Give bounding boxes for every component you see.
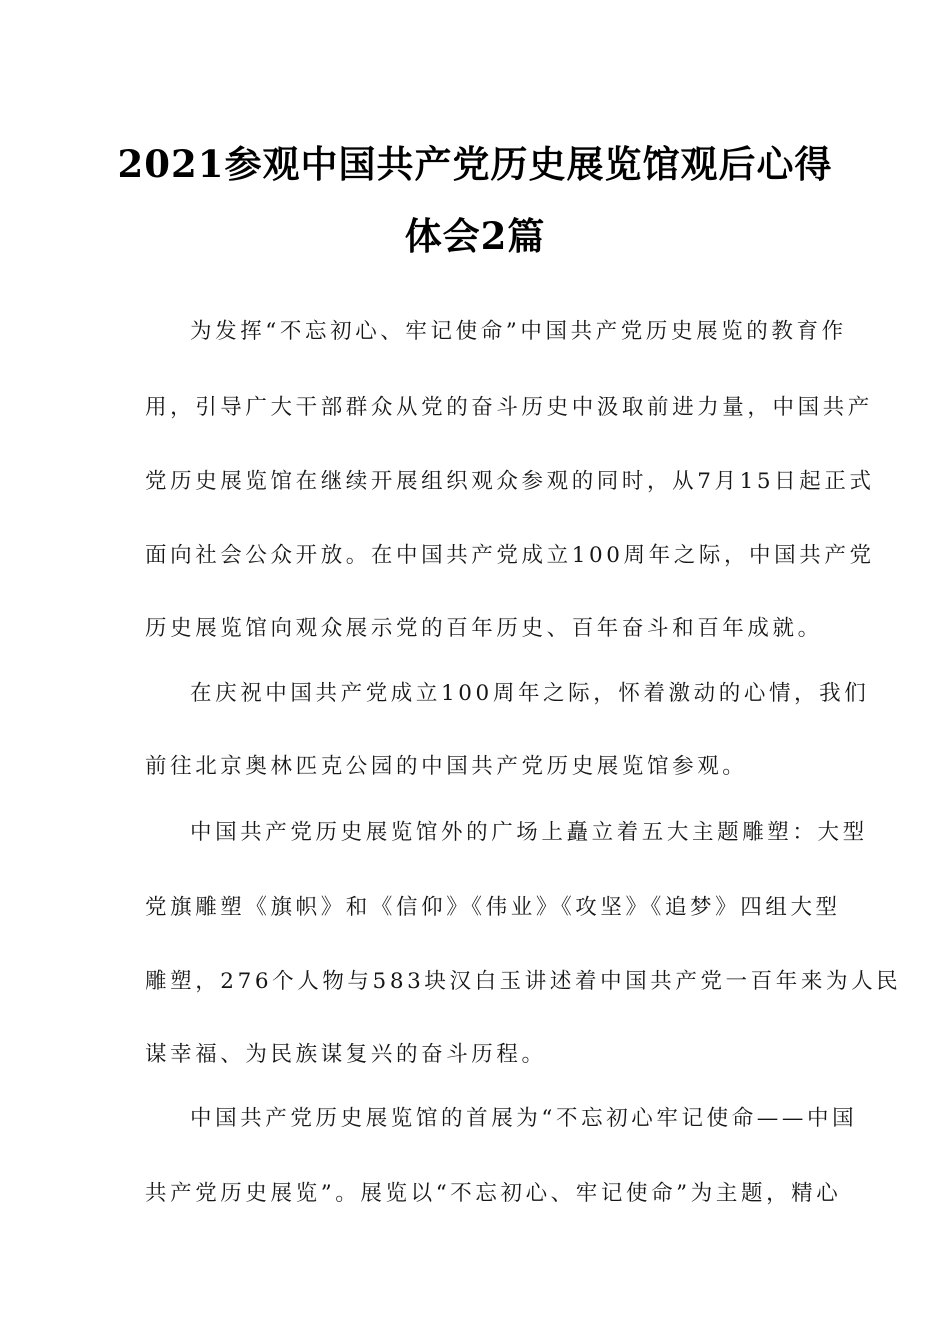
paragraph-1-line-4: 面向社会公众开放。在中国共产党成立100周年之际，中国共产党 <box>145 543 875 568</box>
document-title-line-2: 体会2篇 <box>404 214 546 258</box>
paragraph-2-line-1: 在庆祝中国共产党成立100周年之际，怀着激动的心情，我们 <box>190 681 870 706</box>
paragraph-3-line-4: 谋幸福、为民族谋复兴的奋斗历程。 <box>145 1042 547 1067</box>
paragraph-4-line-2: 共产党历史展览”。展览以“不忘初心、牢记使命”为主题，精心 <box>145 1181 842 1206</box>
paragraph-3-line-1: 中国共产党历史展览馆外的广场上矗立着五大主题雕塑：大型 <box>190 820 868 845</box>
paragraph-1-line-3: 党历史展览馆在继续开展组织观众参观的同时，从7月15日起正式 <box>145 469 875 494</box>
paragraph-1-line-5: 历史展览馆向观众展示党的百年历史、百年奋斗和百年成就。 <box>145 616 823 641</box>
paragraph-3-line-2: 党旗雕塑《旗帜》和《信仰》《伟业》《攻坚》《追梦》四组大型 <box>145 895 841 920</box>
paragraph-4-line-1: 中国共产党历史展览馆的首展为“不忘初心牢记使命——中国 <box>190 1106 858 1131</box>
paragraph-1-line-1: 为发挥“不忘初心、牢记使命”中国共产党历史展览的教育作 <box>190 319 847 344</box>
paragraph-1-line-2: 用，引导广大干部群众从党的奋斗历史中汲取前进力量，中国共产 <box>145 395 873 420</box>
paragraph-3-line-3: 雕塑，276个人物与583块汉白玉讲述着中国共产党一百年来为人民 <box>145 969 902 994</box>
paragraph-2-line-2: 前往北京奥林匹克公园的中国共产党历史展览馆参观。 <box>145 754 748 779</box>
document-title-line-1: 2021参观中国共产党历史展览馆观后心得 <box>117 142 833 186</box>
